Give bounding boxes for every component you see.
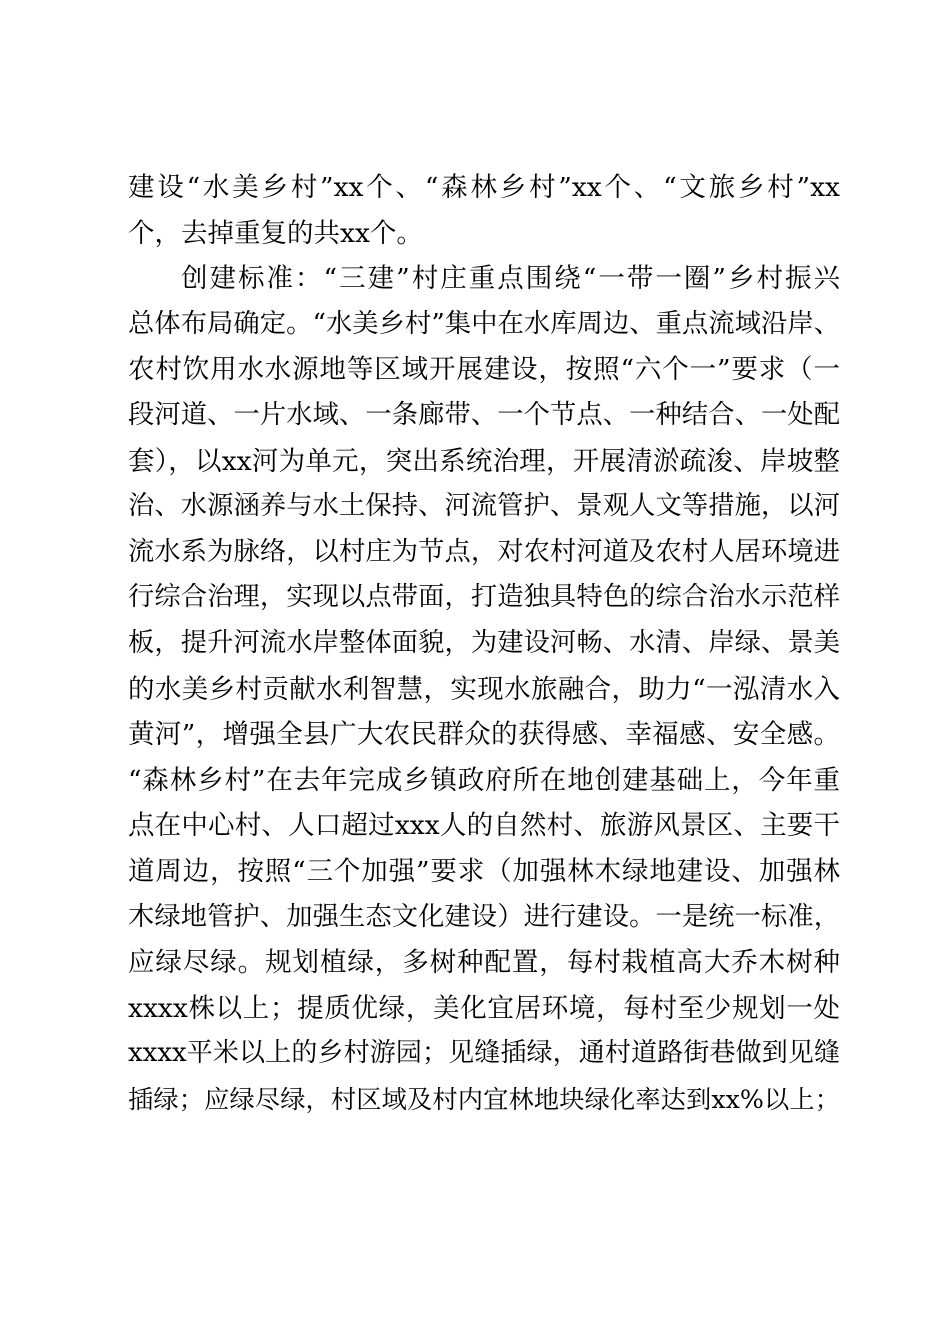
text-line: “森林乡村”在去年完成乡镇政府所在地创建基础上，今年重 xyxy=(128,764,840,796)
text-line: 黄河”，增强全县广大农民群众的获得感、幸福感、安全感。 xyxy=(128,719,840,751)
text-line: 农村饮用水水源地等区域开展建设，按照“六个一”要求（一 xyxy=(128,354,840,386)
paragraph-creation-standard xyxy=(128,256,840,1122)
text-line: 道周边，按照“三个加强”要求（加强林木绿地建设、加强林 xyxy=(128,855,840,887)
text-line: 的水美乡村贡献水利智慧，实现水旅融合，助力“一泓清水入 xyxy=(128,673,840,705)
body-text xyxy=(128,165,840,1122)
text-line: 点在中心村、人口超过xxx人的自然村、旅游风景区、主要干 xyxy=(128,810,840,842)
text-line: 总体布局确定。“水美乡村”集中在水库周边、重点流域沿岸、 xyxy=(128,308,840,339)
text-line: 木绿地管护、加强生态文化建设）进行建设。一是统一标准， xyxy=(128,901,840,932)
text-line: 行综合治理，实现以点带面，打造独具特色的综合治水示范样 xyxy=(128,582,840,613)
text-line: 段河道、一片水域、一条廊带、一个节点、一种结合、一处配 xyxy=(128,399,840,430)
text-line: 建设“水美乡村”xx个、“森林乡村”xx个、“文旅乡村”xx xyxy=(128,172,840,203)
text-line: 套），以xx河为单元，突出系统治理，开展清淤疏浚、岸坡整 xyxy=(128,445,840,477)
text-line: 应绿尽绿。规划植绿，多树种配置，每村栽植高大乔木树种 xyxy=(128,947,840,979)
text-line: 插绿；应绿尽绿，村区域及村内宜林地块绿化率达到xx%以上； xyxy=(128,1084,840,1114)
text-line: 板，提升河流水岸整体面貌，为建设河畅、水清、岸绿、景美 xyxy=(128,627,840,658)
text-line: 流水系为脉络，以村庄为节点，对农村河道及农村人居环境进 xyxy=(128,536,840,567)
text-line: 治、水源涵养与水土保持、河流管护、景观人文等措施，以河 xyxy=(128,491,840,522)
text-line: xxxx株以上；提质优绿，美化宜居环境，每村至少规划一处 xyxy=(128,992,840,1024)
text-line: 创建标准：“三建”村庄重点围绕“一带一圈”乡村振兴 xyxy=(181,263,840,295)
paragraph-continuation xyxy=(128,165,840,256)
text-line: 个，去掉重复的共xx个。 xyxy=(128,217,423,249)
text-line: xxxx平米以上的乡村游园；见缝插绿，通村道路街巷做到见缝 xyxy=(128,1038,840,1069)
